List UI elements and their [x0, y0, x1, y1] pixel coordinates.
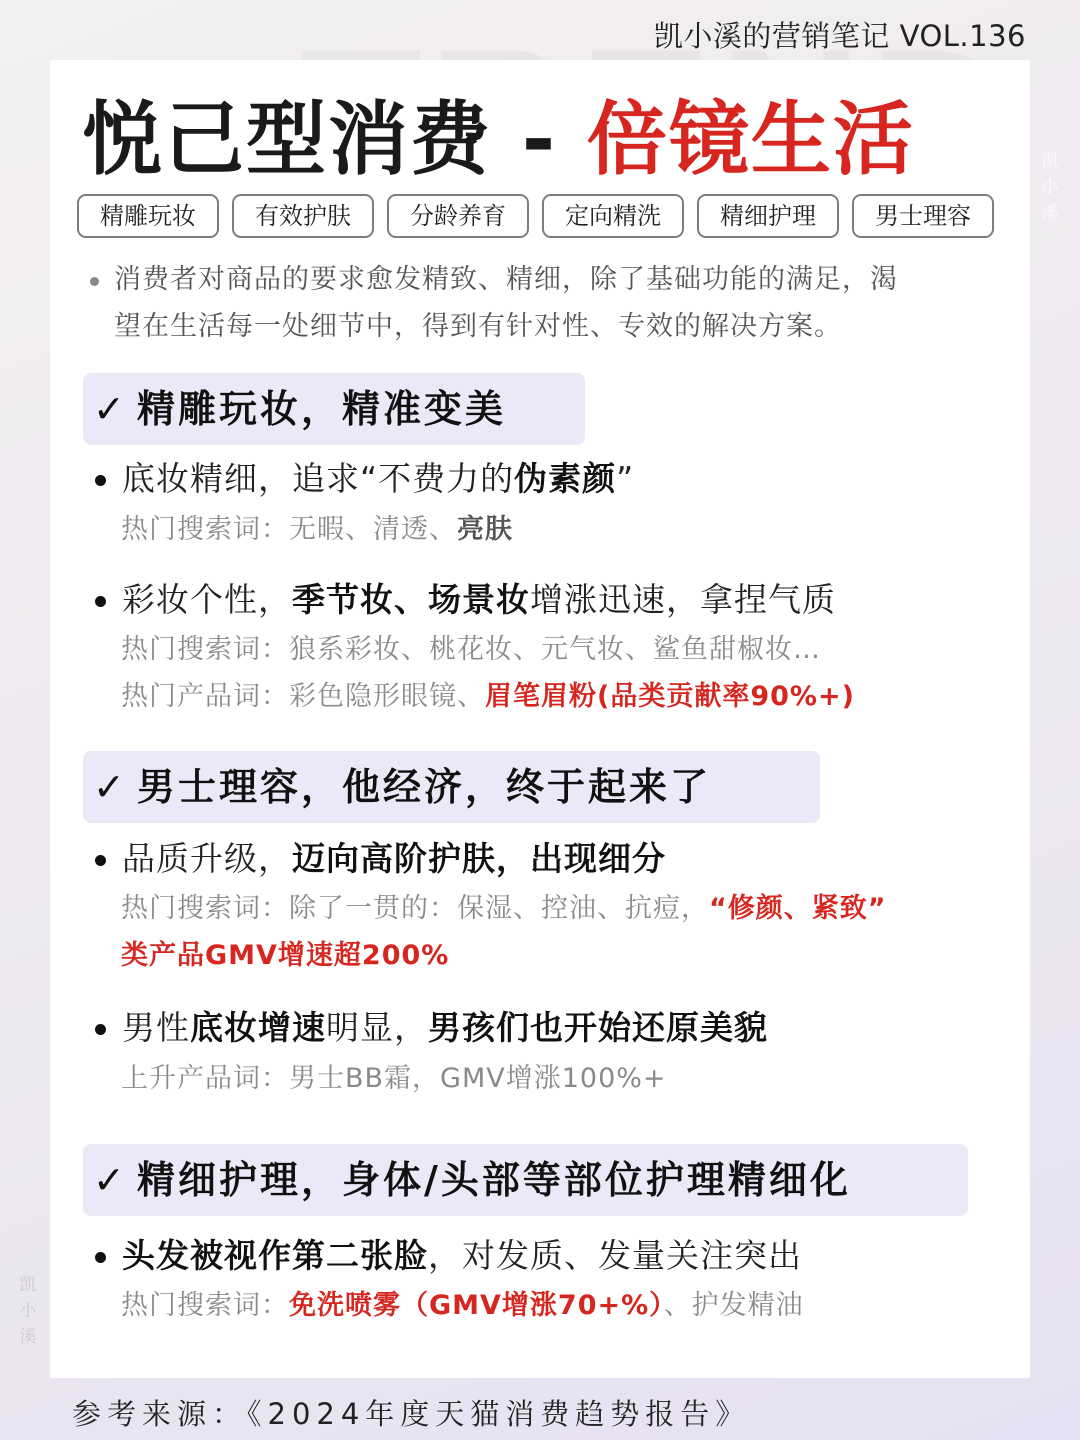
side-watermark: 凯 小 溪 [1041, 151, 1059, 223]
page-title: 悦己型消费 - 倍镜生活 [82, 93, 915, 186]
tag: 分龄养育 [387, 194, 529, 238]
intro-paragraph: 消费者对商品的要求愈发精致、精细，除了基础功能的满足，渴 望在生活每一处细节中，得到有针对性、专效的解决方案。 [90, 256, 990, 350]
bullet-dot [90, 277, 99, 286]
tag: 男士理容 [852, 194, 994, 238]
search-terms: 热门搜索词：除了一贯的：保湿、控油、抗痘，“修颜、紧致” [121, 893, 887, 924]
tag: 精细护理 [697, 194, 839, 238]
list-item: 品质升级，迈向高阶护肤，出现细分 [95, 837, 666, 881]
bullet-dot [95, 596, 106, 607]
check-icon: ✓ [93, 1158, 128, 1202]
tag: 定向精洗 [542, 194, 684, 238]
tag: 精雕玩妆 [77, 194, 219, 238]
check-icon: ✓ [93, 765, 128, 809]
bullet-dot [95, 855, 106, 866]
bullet-dot [95, 1252, 106, 1263]
list-item: 底妆精细，追求“不费力的伪素颜” [95, 457, 634, 501]
search-terms: 热门搜索词：无暇、清透、亮肤 [121, 514, 513, 545]
series-label: 凯小溪的营销笔记 VOL.136 [653, 19, 1026, 53]
section-heading: ✓ 精雕玩妆，精准变美 [83, 373, 585, 445]
search-terms: 热门搜索词：免洗喷雾（GMV增涨70+%）、护发精油 [121, 1290, 804, 1321]
bullet-dot [95, 475, 106, 486]
tag: 有效护肤 [232, 194, 374, 238]
list-item: 彩妆个性，季节妆、场景妆增涨迅速，拿捏气质 [95, 578, 836, 622]
source-footer: 参考来源：《2024年度天猫消费趋势报告》 [72, 1397, 751, 1431]
search-terms: 热门搜索词：狼系彩妆、桃花妆、元气妆、鲨鱼甜椒妆… [121, 634, 821, 665]
list-item: 头发被视作第二张脸，对发质、发量关注突出 [95, 1234, 802, 1278]
side-watermark: 凯 小 溪 [19, 1275, 37, 1347]
section-heading: ✓ 精细护理，身体/头部等部位护理精细化 [83, 1144, 968, 1216]
check-icon: ✓ [93, 387, 128, 431]
product-terms: 热门产品词：彩色隐形眼镜、眉笔眉粉(品类贡献率90%+) [121, 681, 855, 712]
content-card [50, 60, 1030, 1378]
list-item: 男性底妆增速明显，男孩们也开始还原美貌 [95, 1006, 768, 1050]
section-heading: ✓ 男士理容，他经济，终于起来了 [83, 751, 820, 823]
growth-note: 类产品GMV增速超200% [121, 940, 450, 971]
bullet-dot [95, 1024, 106, 1035]
product-terms: 上升产品词：男士BB霜，GMV增涨100%+ [121, 1063, 667, 1094]
